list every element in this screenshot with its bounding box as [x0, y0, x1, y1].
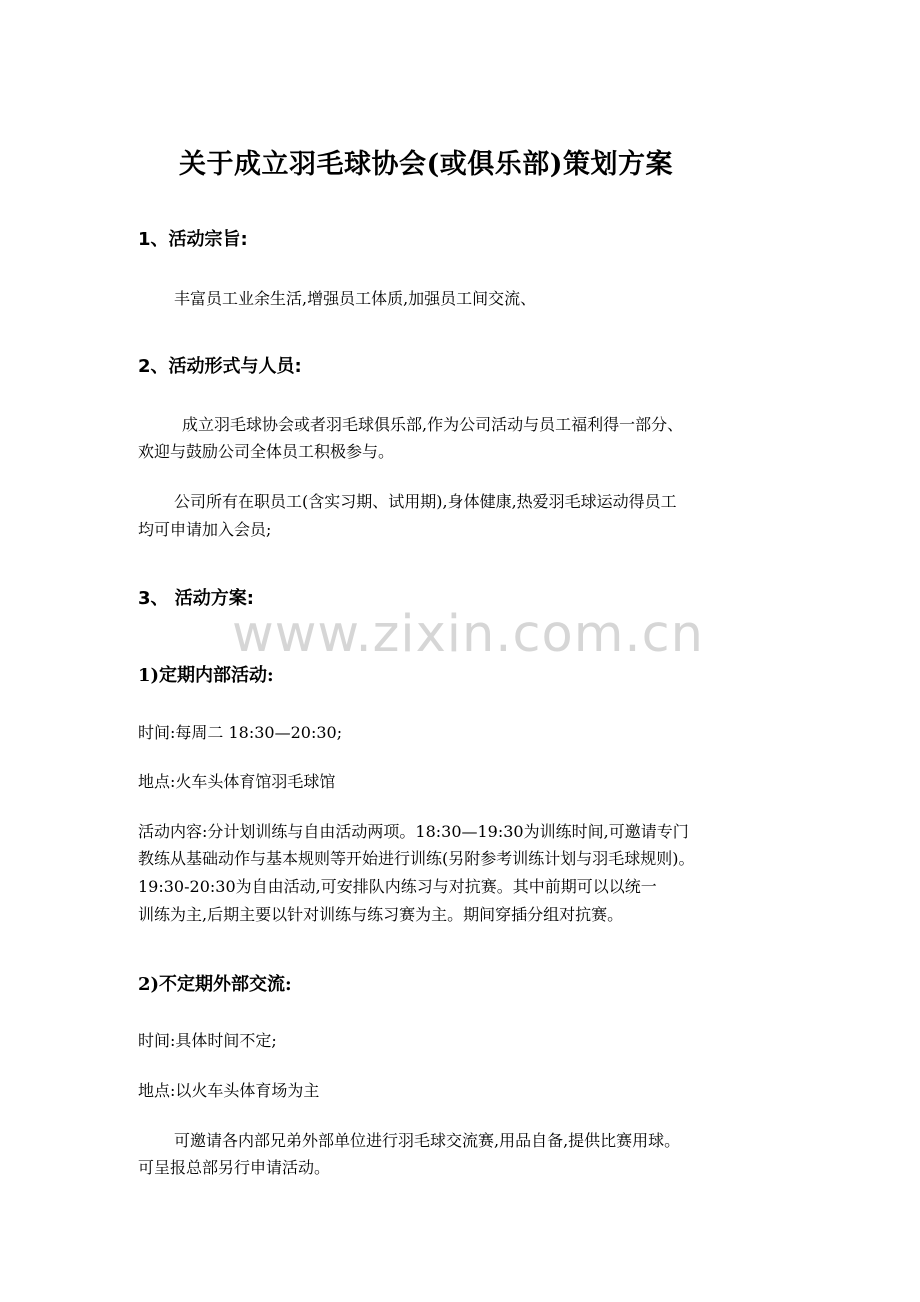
section-2-paragraph-2-line-2: 均可申请加入会员; [138, 520, 272, 539]
subsection-2-place: 地点:以火车头体育场为主 [138, 1081, 320, 1100]
section-1-heading: 1、活动宗旨: [138, 229, 248, 250]
watermark-text: www.zixin.com.cn [232, 605, 704, 664]
subsection-1-content-line-1: 活动内容:分计划训练与自由活动两项。18:30—19:30为训练时间,可邀请专门 [138, 822, 689, 841]
subsection-1-time: 时间:每周二 18:30—20:30; [138, 723, 343, 742]
section-1-text: 丰富员工业余生活,增强员工体质,加强员工间交流、 [174, 289, 537, 308]
subsection-2-time: 时间:具体时间不定; [138, 1031, 277, 1050]
document-title: 关于成立羽毛球协会(或俱乐部)策划方案 [178, 149, 674, 180]
section-3-heading: 3、 活动方案: [138, 588, 254, 609]
subsection-2-heading: 2)不定期外部交流: [138, 974, 292, 995]
section-2-paragraph-2-line-1: 公司所有在职员工(含实习期、试用期),身体健康,热爱羽毛球运动得员工 [174, 492, 677, 511]
subsection-1-content-line-2: 教练从基础动作与基本规则等开始进行训练(另附参考训练计划与羽毛球规则)。 [138, 849, 695, 868]
subsection-2-paragraph-line-1: 可邀请各内部兄弟外部单位进行羽毛球交流赛,用品自备,提供比赛用球。 [174, 1131, 681, 1150]
subsection-2-paragraph-line-2: 可呈报总部另行申请活动。 [138, 1158, 331, 1177]
section-2-paragraph-1-line-1: 成立羽毛球协会或者羽毛球俱乐部,作为公司活动与员工福利得一部分、 [182, 415, 684, 434]
subsection-1-place: 地点:火车头体育馆羽毛球馆 [138, 772, 336, 791]
section-2-heading: 2、活动形式与人员: [138, 356, 302, 377]
subsection-1-heading: 1)定期内部活动: [138, 665, 274, 686]
subsection-1-content-line-3: 19:30-20:30为自由活动,可安排队内练习与对抗赛。其中前期可以以统一 [138, 877, 657, 896]
subsection-1-content-line-4: 训练为主,后期主要以针对训练与练习赛为主。期间穿插分组对抗赛。 [138, 905, 624, 924]
section-2-paragraph-1-line-2: 欢迎与鼓励公司全体员工积极参与。 [138, 442, 395, 461]
